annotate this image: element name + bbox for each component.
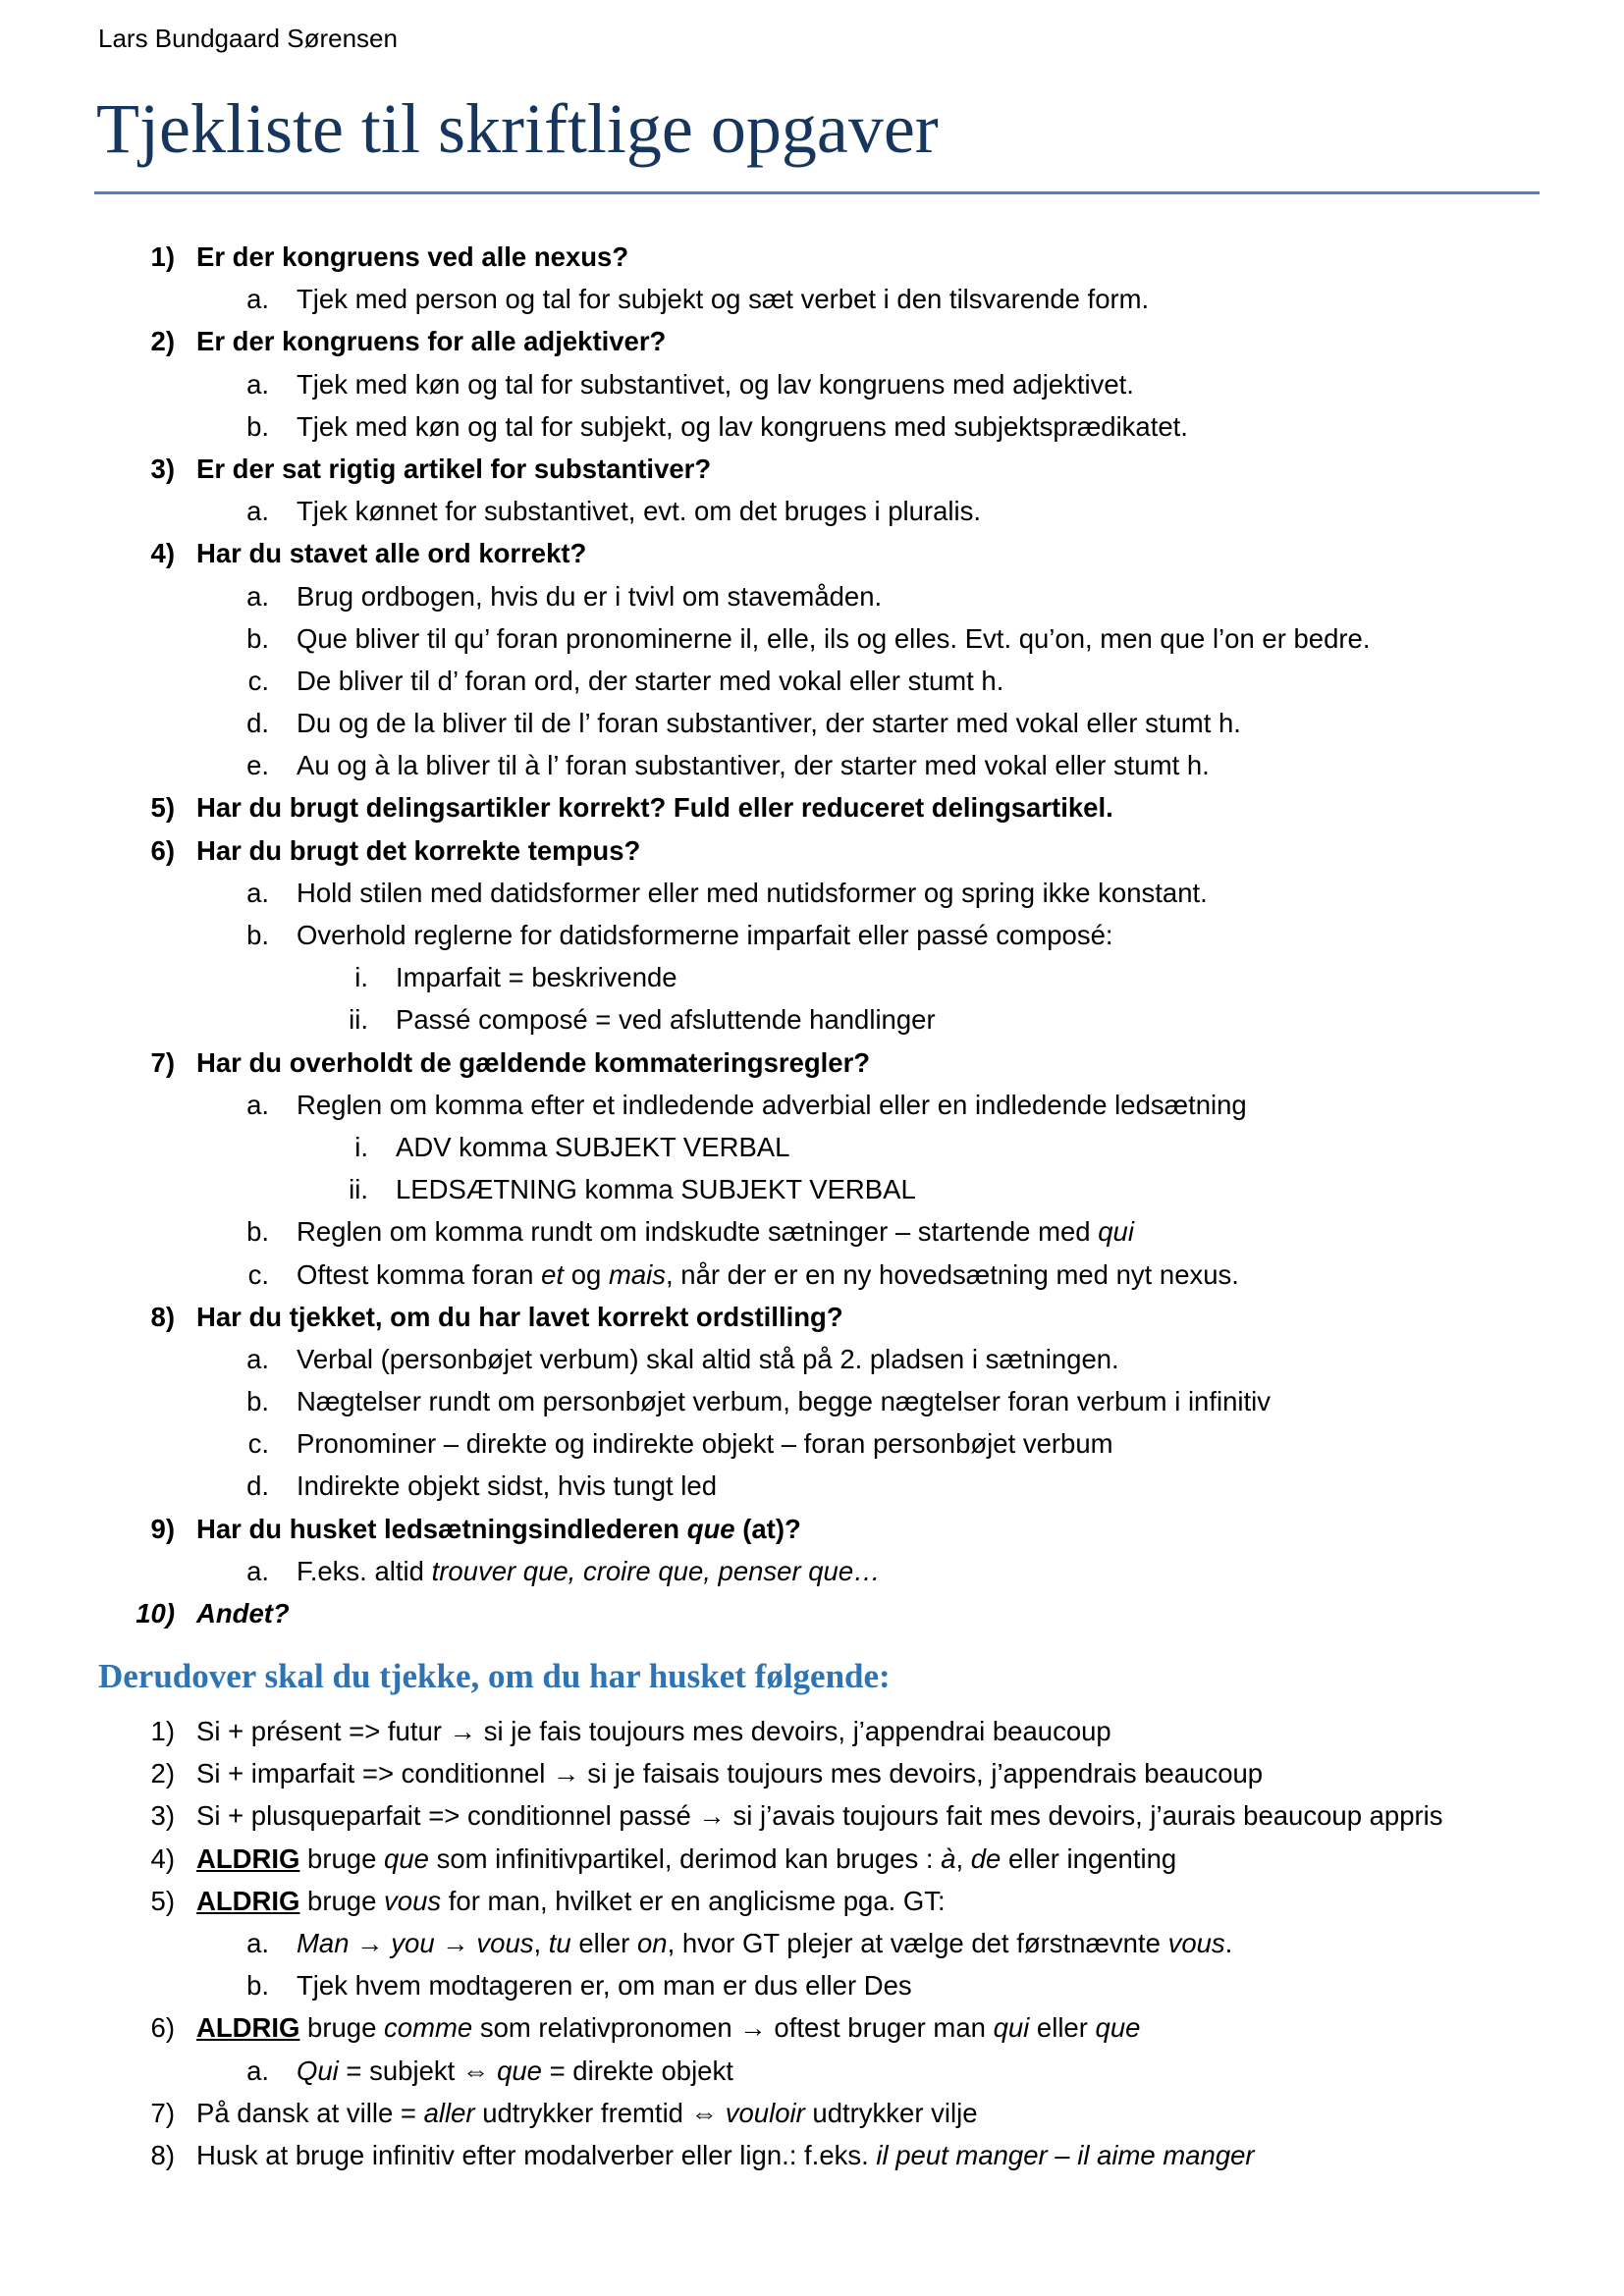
item-text: Brug ordbogen, hvis du er i tvivl om stavemåden. bbox=[297, 580, 883, 612]
list-item bbox=[0, 702, 1624, 744]
item-text: Si + imparfait => conditionnel → si je faisais toujours mes devoirs, j’appendrais beaucoup bbox=[196, 1758, 1264, 1789]
item-text: Oftest komma foran et og mais, når der er en ny hovedsætning med nyt nexus. bbox=[297, 1258, 1239, 1290]
checklist bbox=[0, 236, 1624, 1634]
item-number: 9) bbox=[150, 1513, 175, 1544]
item-number: 5) bbox=[150, 792, 175, 824]
item-text: Tjek kønnet for substantivet, evt. om det bruges i pluralis. bbox=[297, 496, 981, 527]
list-item bbox=[0, 956, 1624, 998]
list-item bbox=[0, 1550, 1624, 1592]
item-text: Hold stilen med datidsformer eller med nutidsformer og spring ikke konstant. bbox=[297, 877, 1208, 908]
list-item bbox=[0, 1168, 1624, 1210]
item-text: På dansk at ville = aller udtrykker fremtid ⇔ vouloir udtrykker vilje bbox=[196, 2097, 978, 2128]
item-text: Que bliver til qu’ foran pronominerne il, elle, ils og elles. Evt. qu’on, men que l’on er bedre. bbox=[297, 622, 1371, 654]
item-number: b. bbox=[246, 1216, 269, 1248]
list-item bbox=[0, 1380, 1624, 1422]
item-number: a. bbox=[246, 368, 269, 400]
list-item bbox=[0, 1254, 1624, 1296]
item-text: Tjek med køn og tal for substantivet, og lav kongruens med adjektivet. bbox=[297, 368, 1134, 400]
item-number: a. bbox=[246, 284, 269, 315]
item-number: b. bbox=[246, 1386, 269, 1417]
item-text: ADV komma SUBJEKT VERBAL bbox=[396, 1131, 790, 1162]
list-item bbox=[0, 1592, 1624, 1634]
item-number: a. bbox=[246, 1555, 269, 1586]
list-item bbox=[0, 320, 1624, 362]
list-item bbox=[0, 1964, 1624, 2006]
item-text: Indirekte objekt sidst, hvis tungt led bbox=[297, 1470, 718, 1502]
list-item bbox=[0, 448, 1624, 490]
item-number: 8) bbox=[150, 2139, 175, 2170]
item-number: c. bbox=[247, 665, 269, 696]
item-text: Tjek med person og tal for subjekt og sæt verbet i den tilsvarende form. bbox=[297, 284, 1150, 315]
list-item bbox=[0, 1296, 1624, 1338]
list-item bbox=[0, 278, 1624, 320]
item-number: a. bbox=[246, 1927, 269, 1958]
list-item bbox=[0, 1210, 1624, 1253]
item-number: 2) bbox=[150, 1758, 175, 1789]
item-number: 2) bbox=[150, 326, 175, 357]
item-text: Si + plusqueparfait => conditionnel passé → si j’avais toujours fait mes devoirs, j’aurais beaucoup appris bbox=[196, 1800, 1443, 1832]
item-text: Imparfait = beskrivende bbox=[396, 962, 677, 993]
item-text: Har du overholdt de gældende kommateringsregler? bbox=[196, 1046, 871, 1078]
item-number: 7) bbox=[150, 2097, 175, 2128]
item-text: Husk at bruge infinitiv efter modalverber eller lign.: f.eks. il peut manger – il aime manger bbox=[196, 2139, 1255, 2170]
list-item bbox=[0, 1422, 1624, 1465]
item-number: a. bbox=[246, 1343, 269, 1374]
list-item bbox=[0, 236, 1624, 278]
item-number: i. bbox=[354, 1131, 368, 1162]
item-number: ii. bbox=[349, 1174, 368, 1205]
item-text: Har du tjekket, om du har lavet korrekt ordstilling? bbox=[196, 1301, 843, 1332]
item-number: 3) bbox=[150, 453, 175, 484]
item-text: De bliver til d’ foran ord, der starter med vokal eller stumt h. bbox=[297, 665, 1004, 696]
list-item bbox=[0, 744, 1624, 786]
list-item bbox=[0, 532, 1624, 574]
item-number: b. bbox=[246, 410, 269, 442]
item-number: 6) bbox=[150, 2012, 175, 2044]
list-item bbox=[0, 2092, 1624, 2134]
item-number: 1) bbox=[150, 1716, 175, 1746]
list-item bbox=[0, 660, 1624, 702]
list-item bbox=[0, 1922, 1624, 1964]
item-text: F.eks. altid trouver que, croire que, penser que… bbox=[297, 1555, 881, 1586]
item-text: Har du brugt delingsartikler korrekt? Fuld eller reduceret delingsartikel. bbox=[196, 792, 1113, 824]
list-item bbox=[0, 405, 1624, 448]
item-text: Si + présent => futur → si je fais toujours mes devoirs, j’appendrai beaucoup bbox=[196, 1716, 1111, 1746]
item-text: ALDRIG bruge comme som relativpronomen → oftest bruger man qui eller que bbox=[196, 2012, 1141, 2044]
item-number: b. bbox=[246, 1970, 269, 2002]
reminder-list bbox=[0, 1710, 1624, 2176]
item-number: d. bbox=[246, 708, 269, 739]
list-item bbox=[0, 786, 1624, 828]
item-number: a. bbox=[246, 580, 269, 612]
item-text: Tjek hvem modtageren er, om man er dus eller Des bbox=[297, 1970, 912, 2002]
item-text: Andet? bbox=[196, 1598, 290, 1629]
item-text: Har du husket ledsætningsindlederen que (at)? bbox=[196, 1513, 801, 1544]
item-text: Har du brugt det korrekte tempus? bbox=[196, 834, 641, 866]
item-text: Pronominer – direkte og indirekte objekt – foran personbøjet verbum bbox=[297, 1428, 1113, 1460]
item-text: ALDRIG bruge que som infinitivpartikel, derimod kan bruges : à, de eller ingenting bbox=[196, 1842, 1177, 1874]
item-number: 3) bbox=[150, 1800, 175, 1832]
item-text: Reglen om komma efter et indledende adverbial eller en indledende ledsætning bbox=[297, 1089, 1247, 1120]
item-text: LEDSÆTNING komma SUBJEKT VERBAL bbox=[396, 1174, 916, 1205]
item-number: 4) bbox=[150, 538, 175, 569]
item-number: ii. bbox=[349, 1004, 368, 1036]
item-number: 8) bbox=[150, 1301, 175, 1332]
item-number: d. bbox=[246, 1470, 269, 1502]
list-item bbox=[0, 575, 1624, 617]
item-text: Overhold reglerne for datidsformerne imparfait eller passé composé: bbox=[297, 920, 1113, 950]
item-number: 5) bbox=[150, 1885, 175, 1916]
item-text: Har du stavet alle ord korrekt? bbox=[196, 538, 587, 569]
title-underline-rule bbox=[94, 191, 1540, 194]
list-item bbox=[0, 1794, 1624, 1837]
list-item bbox=[0, 1041, 1624, 1084]
list-item bbox=[0, 363, 1624, 405]
list-item bbox=[0, 1838, 1624, 1880]
item-number: 7) bbox=[150, 1046, 175, 1078]
item-number: 6) bbox=[150, 834, 175, 866]
item-text: Passé composé = ved afsluttende handlinger bbox=[396, 1004, 936, 1036]
item-number: a. bbox=[246, 1089, 269, 1120]
list-item bbox=[0, 1880, 1624, 1922]
section-heading: Derudover skal du tjekke, om du har husket følgende: bbox=[98, 1657, 891, 1695]
item-number: b. bbox=[246, 920, 269, 950]
item-number: 1) bbox=[150, 241, 175, 272]
item-number: c. bbox=[247, 1258, 269, 1290]
item-number: a. bbox=[246, 496, 269, 527]
list-item bbox=[0, 829, 1624, 872]
item-text: Nægtelser rundt om personbøjet verbum, begge nægtelser foran verbum i infinitiv bbox=[297, 1386, 1272, 1417]
list-item bbox=[0, 872, 1624, 914]
item-number: a. bbox=[246, 2055, 269, 2086]
list-item bbox=[0, 914, 1624, 956]
item-number: 4) bbox=[150, 1842, 175, 1874]
item-number: i. bbox=[354, 962, 368, 993]
item-number: a. bbox=[246, 877, 269, 908]
list-item bbox=[0, 1710, 1624, 1752]
document-title: Tjekliste til skriftlige opgaver bbox=[96, 89, 939, 168]
item-text: Er der sat rigtig artikel for substantiver? bbox=[196, 453, 712, 484]
list-item bbox=[0, 2006, 1624, 2049]
author-name: Lars Bundgaard Sørensen bbox=[98, 24, 398, 53]
list-item bbox=[0, 2050, 1624, 2092]
list-item bbox=[0, 617, 1624, 660]
list-item bbox=[0, 1338, 1624, 1380]
item-text: Er der kongruens for alle adjektiver? bbox=[196, 326, 667, 357]
item-text: Du og de la bliver til de l’ foran substantiver, der starter med vokal eller stumt h. bbox=[297, 708, 1241, 739]
list-item bbox=[0, 998, 1624, 1041]
item-text: Reglen om komma rundt om indskudte sætninger – startende med qui bbox=[297, 1216, 1134, 1248]
list-item bbox=[0, 1508, 1624, 1550]
item-text: ALDRIG bruge vous for man, hvilket er en anglicisme pga. GT: bbox=[196, 1885, 946, 1916]
item-number: b. bbox=[246, 622, 269, 654]
list-item bbox=[0, 2134, 1624, 2176]
item-text: Au og à la bliver til à l’ foran substantiver, der starter med vokal eller stumt h. bbox=[297, 750, 1210, 781]
item-text: Tjek med køn og tal for subjekt, og lav kongruens med subjektsprædikatet. bbox=[297, 410, 1188, 442]
item-text: Man → you → vous, tu eller on, hvor GT plejer at vælge det førstnævnte vous. bbox=[297, 1927, 1233, 1958]
list-item bbox=[0, 1126, 1624, 1168]
list-item bbox=[0, 1752, 1624, 1794]
item-number: e. bbox=[246, 750, 269, 781]
list-item bbox=[0, 1465, 1624, 1507]
item-number: c. bbox=[247, 1428, 269, 1460]
item-text: Qui = subjekt ⇔ que = direkte objekt bbox=[297, 2055, 733, 2086]
list-item bbox=[0, 1084, 1624, 1126]
list-item bbox=[0, 490, 1624, 532]
item-number: 10) bbox=[135, 1598, 175, 1629]
item-text: Verbal (personbøjet verbum) skal altid stå på 2. pladsen i sætningen. bbox=[297, 1343, 1119, 1374]
item-text: Er der kongruens ved alle nexus? bbox=[196, 241, 629, 272]
